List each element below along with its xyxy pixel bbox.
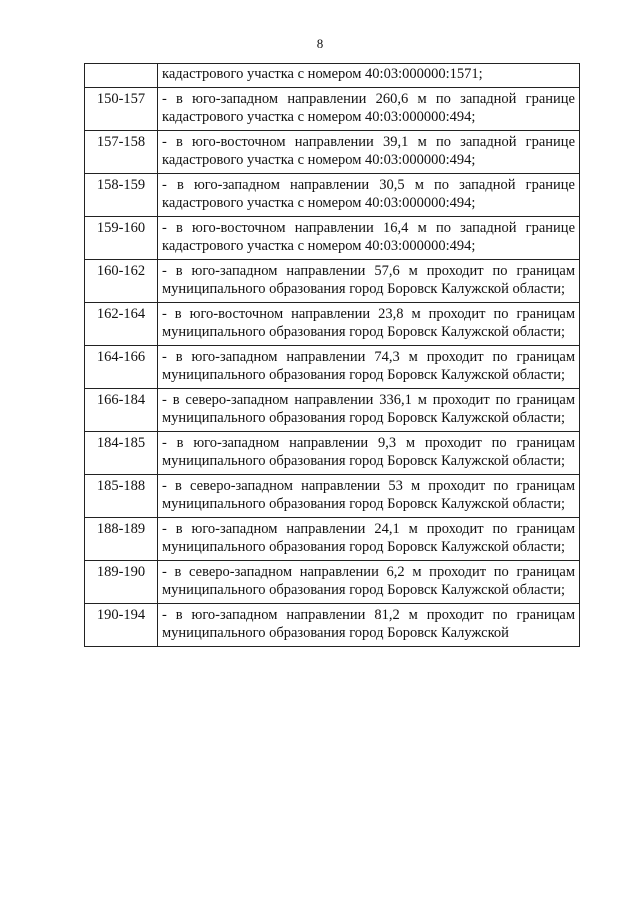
segment-cell: 158-159 (85, 174, 158, 217)
table-row (85, 174, 580, 217)
table-row (85, 475, 580, 518)
segment-cell: 159-160 (85, 217, 158, 260)
description-cell: - в юго-восточном направлении 39,1 м по западной границе кадастрового участка с номером 40:03:000000:494; (158, 131, 580, 174)
description-cell: - в юго-западном направлении 74,3 м проходит по границам муниципального образования город Боровск Калужской области; (158, 346, 580, 389)
table-row (85, 604, 580, 647)
table-row (85, 260, 580, 303)
segment-cell (85, 64, 158, 88)
table-row (85, 303, 580, 346)
table-row (85, 64, 580, 88)
description-cell: - в северо-западном направлении 336,1 м проходит по границам муниципального образования город Боровск Калужской области; (158, 389, 580, 432)
description-cell: - в юго-восточном направлении 23,8 м проходит по границам муниципального образования город Боровск Калужской области; (158, 303, 580, 346)
table-row (85, 88, 580, 131)
segment-cell: 162-164 (85, 303, 158, 346)
segment-cell: 166-184 (85, 389, 158, 432)
segment-cell: 160-162 (85, 260, 158, 303)
description-cell: - в юго-западном направлении 57,6 м проходит по границам муниципального образования город Боровск Калужской области; (158, 260, 580, 303)
description-cell: - в юго-западном направлении 9,3 м проходит по границам муниципального образования город Боровск Калужской области; (158, 432, 580, 475)
description-cell: - в юго-западном направлении 81,2 м проходит по границам муниципального образования город Боровск Калужской (158, 604, 580, 647)
boundary-description-table (84, 63, 580, 647)
segment-cell: 157-158 (85, 131, 158, 174)
description-cell: - в северо-западном направлении 53 м проходит по границам муниципального образования город Боровск Калужской области; (158, 475, 580, 518)
description-cell: кадастрового участка с номером 40:03:000000:1571; (158, 64, 580, 88)
description-cell: - в юго-западном направлении 30,5 м по западной границе кадастрового участка с номером 40:03:000000:494; (158, 174, 580, 217)
description-cell: - в юго-восточном направлении 16,4 м по западной границе кадастрового участка с номером 40:03:000000:494; (158, 217, 580, 260)
segment-cell: 164-166 (85, 346, 158, 389)
table-row (85, 561, 580, 604)
segment-cell: 190-194 (85, 604, 158, 647)
description-cell: - в юго-западном направлении 24,1 м проходит по границам муниципального образования город Боровск Калужской области; (158, 518, 580, 561)
description-cell: - в северо-западном направлении 6,2 м проходит по границам муниципального образования город Боровск Калужской области; (158, 561, 580, 604)
segment-cell: 188-189 (85, 518, 158, 561)
segment-cell: 189-190 (85, 561, 158, 604)
description-cell: - в юго-западном направлении 260,6 м по западной границе кадастрового участка с номером 40:03:000000:494; (158, 88, 580, 131)
table-row (85, 518, 580, 561)
table-row (85, 389, 580, 432)
page-number: 8 (316, 36, 324, 51)
segment-cell: 185-188 (85, 475, 158, 518)
table-row (85, 346, 580, 389)
table-row (85, 131, 580, 174)
segment-cell: 184-185 (85, 432, 158, 475)
table-row (85, 432, 580, 475)
table-row (85, 217, 580, 260)
segment-cell: 150-157 (85, 88, 158, 131)
